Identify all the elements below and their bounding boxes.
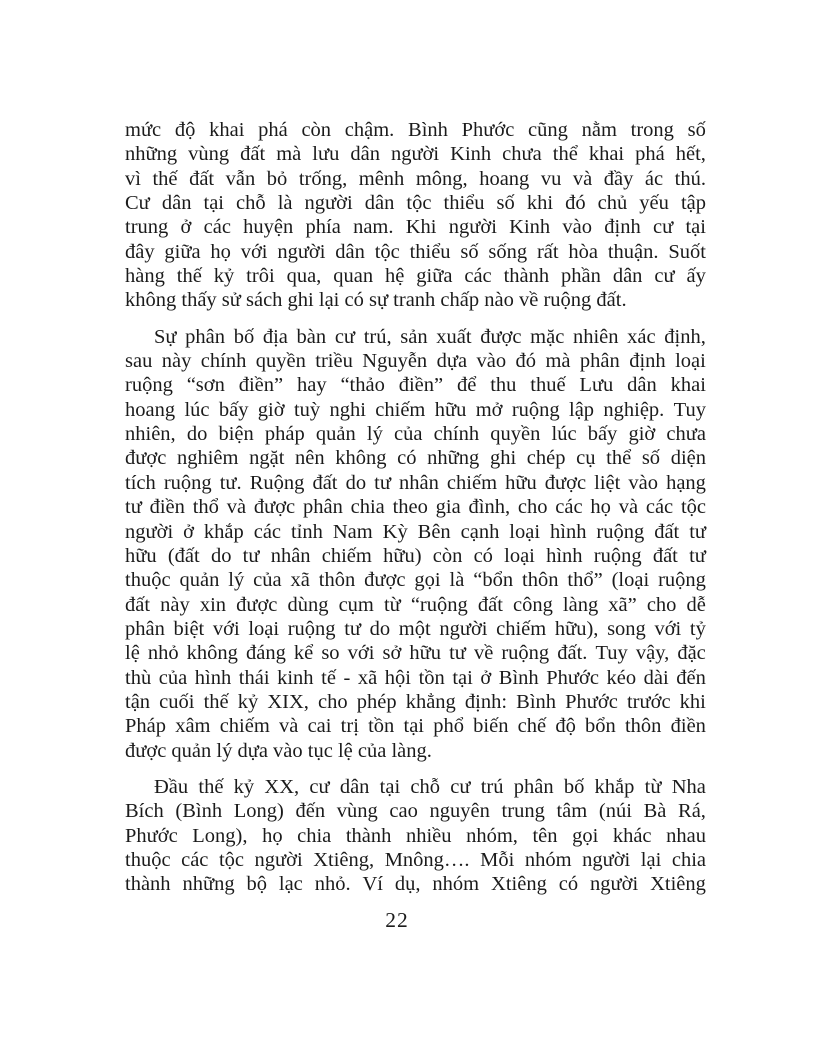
text-line: nhiên, do biện pháp quản lý của chính quyền lúc bấy giờ chưa: [125, 423, 706, 446]
text-line: Phước Long), họ chia thành nhiều nhóm, tên gọi khác nhau: [125, 824, 706, 847]
text-line: thuộc quản lý của xã thôn được gọi là “bổn thôn thổ” (loại ruộng: [125, 569, 706, 592]
text-line: hàng thế kỷ trôi qua, quan hệ giữa các thành phần dân cư ấy: [125, 265, 706, 288]
text-line: không thấy sử sách ghi lại có sự tranh chấp nào về ruộng đất.: [125, 289, 627, 312]
text-line: thù của hình thái kinh tế - xã hội tồn tại ở Bình Phước kéo dài đến: [125, 666, 706, 689]
text-line: hoang lúc bấy giờ tuỳ nghi chiếm hữu mở ruộng lập nghiệp. Tuy: [125, 398, 706, 421]
text-line: trung ở các huyện phía nam. Khi người Kinh vào định cư tại: [125, 216, 706, 239]
text-line: tận cuối thế kỷ XIX, cho phép khẳng định: Bình Phước trước khi: [125, 690, 706, 713]
text-line: Bích (Bình Long) đến vùng cao nguyên trung tâm (núi Bà Rá,: [125, 800, 706, 823]
text-line: hữu (đất do tư nhân chiếm hữu) còn có loại hình ruộng đất tư: [125, 544, 706, 567]
text-line: được quản lý dựa vào tục lệ của làng.: [125, 739, 432, 762]
text-line: tư điền thổ và được phân chia theo gia đình, cho các họ và các tộc: [125, 496, 706, 519]
text-line: Cư dân tại chỗ là người dân tộc thiểu số khi đó chủ yếu tập: [125, 192, 706, 215]
text-line: vì thế đất vẫn bỏ trống, mênh mông, hoang vu và đầy ác thú.: [125, 167, 706, 190]
text-line: ruộng “sơn điền” hay “thảo điền” để thu thuế Lưu dân khai: [125, 374, 706, 397]
text-line: lệ nhỏ không đáng kể so với sở hữu tư về ruộng đất. Tuy vậy, đặc: [125, 642, 706, 665]
text-line: thành những bộ lạc nhỏ. Ví dụ, nhóm Xtiêng có người Xtiêng: [125, 873, 706, 896]
text-line: mức độ khai phá còn chậm. Bình Phước cũng nằm trong số: [125, 119, 706, 141]
text-block: [125, 118, 706, 897]
text-line: người ở khắp các tỉnh Nam Kỳ Bên cạnh loại hình ruộng đất tư: [125, 520, 706, 543]
text-line: Đầu thế kỷ XX, cư dân tại chỗ cư trú phân bố khắp từ Nha: [154, 775, 706, 798]
text-line: được nghiêm ngặt nên không có những ghi chép cụ thể số diện: [125, 447, 706, 470]
paragraph: [125, 325, 706, 763]
text-line: những vùng đất mà lưu dân người Kinh chưa thể khai phá hết,: [125, 143, 706, 166]
paragraph: [125, 118, 706, 313]
text-line: Pháp xâm chiếm và cai trị tồn tại phổ biến chế độ bổn thôn điền: [125, 715, 706, 738]
paragraph: [125, 775, 706, 897]
text-line: phân biệt với loại ruộng tư do một người chiếm hữu), song với tỷ: [125, 617, 706, 640]
text-line: sau này chính quyền triều Nguyễn dựa vào đó mà phân định loại: [125, 350, 706, 373]
text-line: đây giữa họ với người dân tộc thiểu số sống rất hòa thuận. Suốt: [125, 240, 706, 263]
text-line: đất này xin được dùng cụm từ “ruộng đất công làng xã” cho dễ: [125, 593, 706, 616]
text-line: Sự phân bố địa bàn cư trú, sản xuất được mặc nhiên xác định,: [154, 325, 706, 348]
text-line: tích ruộng tư. Ruộng đất do tư nhân chiếm hữu được liệt vào hạng: [125, 471, 706, 494]
text-line: thuộc các tộc người Xtiêng, Mnông…. Mỗi nhóm người lại chia: [125, 848, 706, 871]
page-number: 22: [385, 908, 409, 932]
